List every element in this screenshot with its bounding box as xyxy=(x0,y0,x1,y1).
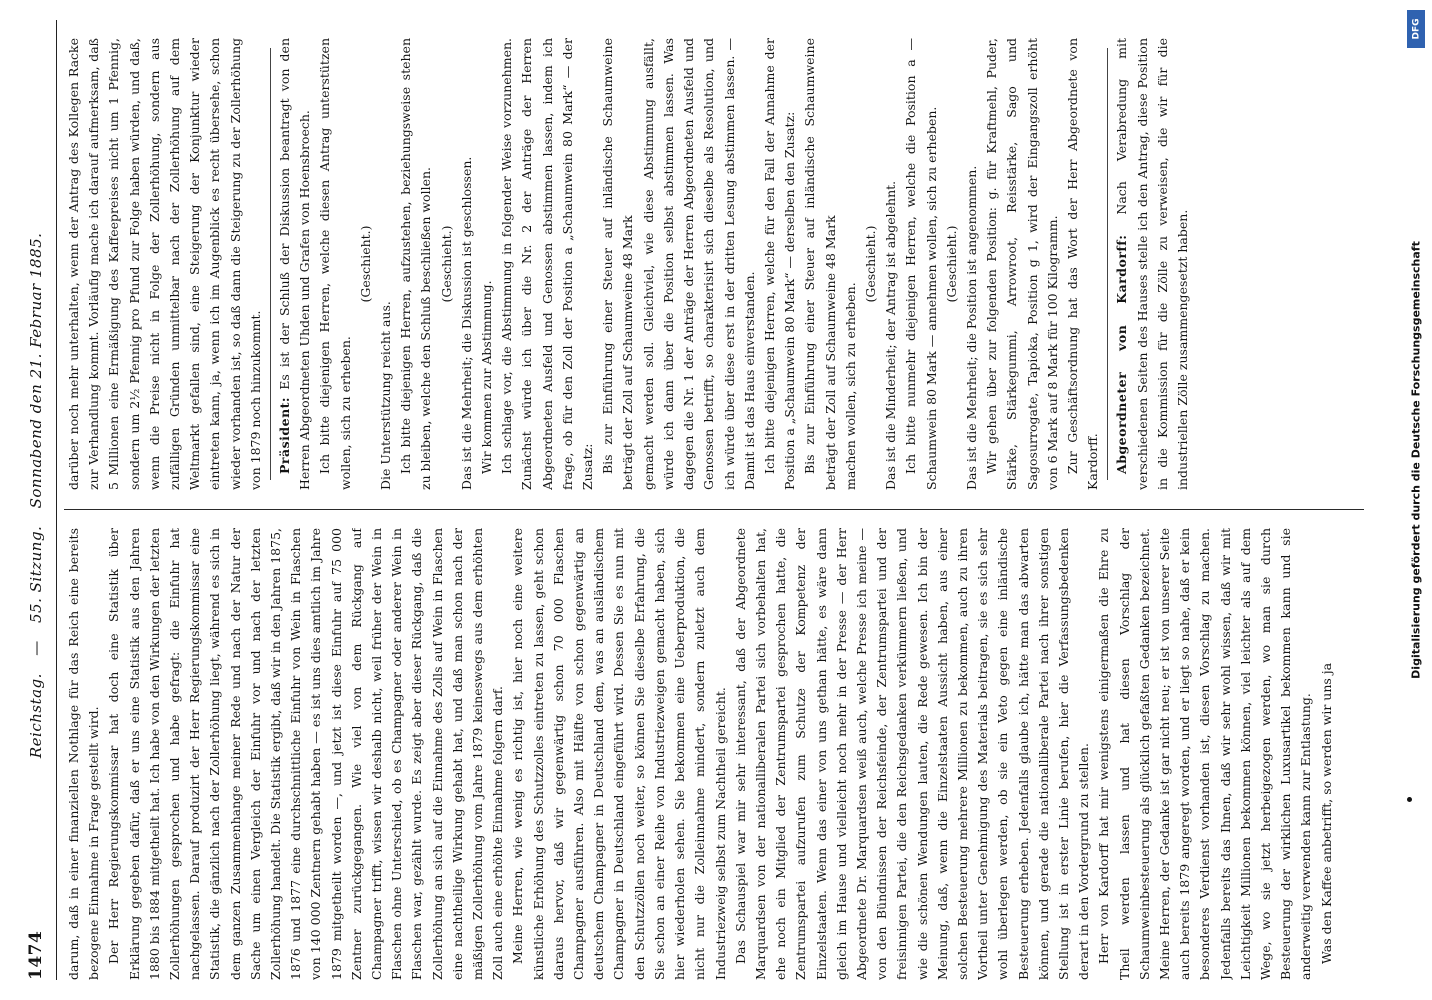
right-paragraph: Bis zur Einführung einer Steuer auf inländische Schaumweine beträgt der Zoll auf Schaumweine 48 Mark xyxy=(600,38,636,490)
right-paragraph: Das ist die Mehrheit; die Position ist angenommen. xyxy=(963,165,979,490)
dfg-logo: DFG xyxy=(1407,10,1425,48)
speech-text: Es ist der Schluß der Diskussion beantragt von den Herren Abgeordneten Uhden und Grafen von Hoensbroech. xyxy=(277,38,313,490)
scan-speck xyxy=(1407,797,1412,802)
digitization-credit-bar xyxy=(1402,0,1430,1000)
header-institution: Reichstag. xyxy=(27,673,45,759)
stage-direction: (Geschieht.) xyxy=(943,225,959,303)
stage-direction: (Geschieht.) xyxy=(357,225,373,303)
right-column xyxy=(64,38,1384,490)
speech-text: Nach Verabredung mit verschiedenen Seiten des Hauses stelle ich den Antrag, diese Position in die Kommission für die Zölle zu verweisen, die wir für die industriellen Zölle zusammengesetzt haben. xyxy=(1114,38,1190,490)
right-paragraph: gemacht werden soll. Gleichviel, wie diese Abstimmung ausfällt, würde ich dann über die Position selbst abstimmen lassen. Was dagegen die Nr. 1 der Anträge der Herren Abgeordneten Ausfeld und Genossen betrifft, so charakterisirt sich dieselbe als Resolution, und ich würde über diese erst in der dritten Lesung abstimmen lassen. — Damit ist das Haus einverstanden. xyxy=(640,38,757,490)
left-paragraph: darum, daß in einer finanziellen Nothlage für das Reich eine bereits bezogene Einnahme in Frage gestellt wird. xyxy=(66,528,102,980)
page-number: 1474 xyxy=(26,930,46,980)
right-paragraph: Das ist die Mehrheit; die Diskussion ist geschlossen. xyxy=(458,156,474,490)
section-rule xyxy=(270,48,271,480)
speaker-name: Präsident: xyxy=(277,396,293,474)
right-paragraph: Wir gehen über zur folgenden Position: g. für Kraftmehl, Puder, Stärke, Stärkegummi, Arrowroot, Reisstärke, Sago und Sagosurrogate, Tapioka, Position g 1, wird der Eingangszoll erhöht von 6 Mark auf 8 Mark für 100 Kilogramm. xyxy=(984,38,1060,490)
right-paragraph: Zur Geschäftsordnung hat das Wort der Herr Abgeordnete von Kardorff. xyxy=(1064,38,1101,490)
left-paragraph: Meine Herren, wie wenig es richtig ist, hier noch eine weitere künstliche Erhöhung des Schutzzolles eintreten zu lassen, geht schon daraus hervor, daß wir gegenwärtig schon 70 000 Flaschen Champagner ausführen. Also mit Hälfte von schon gegenwärtig an deutschem Champagner in Deutschland dem, was an ausländischem Champagner in Deutschland eingeführt wird. Dessen Sie es nun mit den Schutzzöllen noch weiter, so können Sie dieselbe Erfahrung, die Sie schon an einer Reihe von Industriezweigen gemacht haben, sich hier wiederholen sehen. Sie bekommen eine Ueberproduktion, die nicht nur die Zolleinnahme mindert, sondern zuletzt auch dem Industriezweig selbst zum Nachtheil gereicht. xyxy=(510,528,728,980)
left-column xyxy=(64,528,1384,980)
stage-direction: (Geschieht.) xyxy=(438,225,454,303)
header-date: Sonnabend den 21. Februar 1885. xyxy=(27,232,45,509)
right-paragraph: Ich bitte nunmehr diejenigen Herren, welche die Position a — Schaumwein 80 Mark — annehmen wollen, sich zu erheben. xyxy=(903,38,939,490)
right-paragraph: Das ist die Minderheit; der Antrag ist abgelehnt. xyxy=(883,180,899,490)
right-paragraph: Ich schlage vor, die Abstimmung in folgender Weise vorzunehmen. Zunächst würde ich über die Nr. 2 der Anträge der Herren Abgeordneten Ausfeld und Genossen abstimmen lassen, indem ich frage, ob für den Zoll der Position a „Schaumwein 80 Mark“ — der Zusatz: xyxy=(499,38,596,490)
right-paragraph: Wir kommen zur Abstimmung. xyxy=(479,280,495,474)
speaker-name: Abgeordneter von Kardorff: xyxy=(1114,234,1130,474)
right-paragraph: darüber noch mehr unterhalten, wenn der Antrag des Kollegen Racke zur Verhandlung kommt. Vorläufig mache ich darauf aufmerksam, daß 5 Millionen eine Ermäßigung des Kaffeepreises nicht um 1 Pfennig, sondern um 2½ Pfennig pro Pfund zur Folge haben würden, und daß, wenn die Preise nicht in Folge der Zollerhöhung, sondern aus zufälligen Gründen unmittelbar nach der Zollerhöhung auf dem Weltmarkt gefallen sind, eine Steigerung der Konjunktur wieder eintreten kann, ja, wenn ich im Augenblick es recht übersehe, schon wieder vorhanden ist, so daß dann die Steigerung zu der Zollerhöhung von 1879 noch hinzukommt. xyxy=(66,38,263,490)
speech-paragraph xyxy=(275,38,315,490)
stage-direction: (Geschieht.) xyxy=(862,225,878,303)
section-rule xyxy=(1107,48,1108,480)
right-paragraph: Ich bitte diejenigen Herren, aufzustehen, beziehungsweise stehen zu bleiben, welche den Schluß beschließen wollen. xyxy=(398,38,434,490)
right-paragraph: Die Unterstützung reicht aus. xyxy=(378,301,394,490)
header-session: 55. Sitzung. xyxy=(27,525,45,623)
right-paragraph: Ich bitte diejenigen Herren, welche für den Fall der Annahme der Position a „Schaumwein 80 Mark“ — derselben den Zusatz: xyxy=(761,38,798,490)
right-paragraph: Bis zur Einführung einer Steuer auf inländische Schaumweine beträgt der Zoll auf Schaumweine 48 Mark xyxy=(802,38,838,490)
header-dash: — xyxy=(27,640,45,656)
digitization-credit: Digitalisierung gefördert durch die Deutsche Forschungsgemeinschaft xyxy=(1409,241,1423,679)
left-paragraph: Herr von Kardorff hat mir wenigstens einigermaßen die Ehre zu Theil werden lassen und hat diesen Vorschlag der Schaumweinbesteuerung als glücklich gefaßten Gedanken bezeichnet. Meine Herren, der Gedanke ist gar nicht neu; er ist von unserer Seite auch bereits 1879 angeregt worden, und er liegt so nahe, daß er kein besonderes Verdienst vorhanden ist, diesen Vorschlag zu machen. Jedenfalls bereits das Ihnen, daß wir sehr wohl wissen, daß wir mit Leichtigkeit Millionen bekommen können, viel leichter als auf dem Wege, wo sie jetzt herbeigezogen werden, wo man sie durch Besteuerung der wirklichen Luxusartikel bekommen kann und sie anderweitig verwenden kann zur Entlastung. xyxy=(1096,528,1314,980)
left-paragraph: Das Schauspiel war mir sehr interessant, daß der Abgeordnete Marquardsen von der nationalliberalen Partei sich vorbehalten hat, ehe noch ein Mitglied der Zentrumspartei gesprochen hatte, die Zentrumspartei aufzurufen zum Schutze der Kompetenz der Einzelstaaten. Wenn das einer von uns gethan hätte, es wäre dann gleich im Hause und vielleicht noch mehr in der Presse — der Herr Abgeordnete Dr. Marquardsen weiß auch, welche Presse ich meine — von den Bündnissen der Reichsfeinde, der Zentrumspartei und der freisinnigen Partei, die den Reichsgedanken verkümmern ließen, und wie die schönen Wendungen lauten, die Rede gewesen. Ich bin der Meinung, daß, wenn die Einzelstaaten Aussicht haben, aus einer solchen Besteuerung mehrere Millionen zu bekommen, auch zu ihren Vortheil unter Genehmigung des Materials beitragen, sie es sich sehr wohl überlegen werden, ob sie ein Veto gegen eine inländische Besteuerung erheben. Jedenfalls glaube ich, hätte man das abwarten können, und gerade die nationalliberale Partei nach ihrer sonstigen Stellung ist in erster Linie berufen, hier die Verfassungsbedenken derart in den Vordergrund zu stellen. xyxy=(732,528,1092,980)
left-paragraph: Was den Kaffee anbetrifft, so werden wir uns ja xyxy=(1318,662,1334,964)
header-title xyxy=(27,60,45,931)
page xyxy=(16,20,1416,980)
column-divider xyxy=(64,509,1364,510)
right-paragraph: machen wollen, sich zu erheben. xyxy=(842,282,858,490)
left-paragraph: Der Herr Regierungskommissar hat doch eine Statistik über Erklärung gegeben dafür, daß er uns eine Statistik aus den Jahren 1880 bis 1884 mitgetheilt hat. Ich habe von den Wirkungen der letzten Zollerhöhungen gesprochen und habe gefragt: die Einfuhr hat nachgelassen. Darauf produzirt der Herr Regierungskommissar eine Statistik, die gänzlich nach der Zollerhöhung liegt, während es sich in dem ganzen Zusammenhange meiner Rede und nach der Natur der Sache um einen Vergleich der Einfuhr vor und nach der letzten Zollerhöhung handelt. Die Statistik ergibt, daß wir in den Jahren 1875, 1876 und 1877 eine durchschnittliche Einfuhr von Wein in Flaschen von 140 000 Zentnern gehabt haben — es ist uns dies amtlich im Jahre 1879 mitgetheilt worden —, und jetzt ist diese Einfuhr auf 75 000 Zentner zurückgegangen. Wie viel von dem Rückgang auf Champagner trifft, wissen wir deshalb nicht, weil früher der Wein in Flaschen ohne Unterschied, ob es Champagner oder anderer Wein in Flaschen war, gezählt wurde. Es zeigt aber dieser Rückgang, daß die Zollerhöhung an sich auf die Einnahme des Zolls auf Wein in Flaschen eine nachtheilige Wirkung gehabt hat, und daß man schon nach der mäßigen Zollerhöhung vom Jahre 1879 keineswegs aus dem erhöhten Zoll auch eine erhöhte Einnahme folgern darf. xyxy=(106,528,506,980)
right-paragraph: Ich bitte diejenigen Herren, welche diesen Antrag unterstützen wollen, sich zu erheben. xyxy=(317,38,353,490)
page-header xyxy=(16,20,57,980)
speech-paragraph xyxy=(1112,38,1193,490)
